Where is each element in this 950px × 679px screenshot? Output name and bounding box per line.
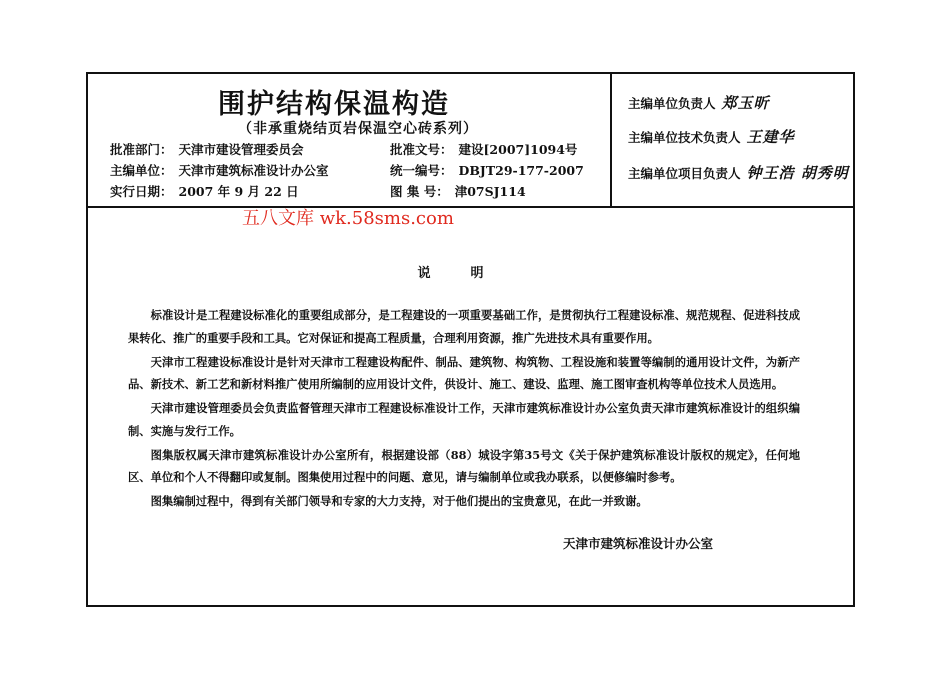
signature-3: 钟王浩 胡秀明 (746, 164, 849, 182)
responsible-row-2 (628, 126, 795, 147)
body-paragraph: 图集编制过程中，得到有关部门领导和专家的大力支持，对于他们提出的宝贵意见，在此一并致谢。 (150, 494, 648, 508)
body-paragraph: 图集版权属天津市建筑标准设计办公室所有，根据建设部（88）城设字第35号文《关于保护建筑标准设计版权的规定》，任何地区、单位和个人不得翻印或复制。图集使用过程中的问题、意见，请与编制单位或我办联系，以便修编时参考。 (128, 447, 800, 484)
section-heading-text: 说明 (417, 266, 524, 281)
atlas-no-row (390, 182, 526, 200)
document-subtitle: （非承重烧结页岩保温空心砖系列） (238, 121, 478, 137)
atlas-no-value: 津07SJ114 (454, 184, 526, 199)
body-paragraph: 标准设计是工程建设标准化的重要组成部分，是工程建设的一项重要基础工作，是贯彻执行工程建设标准、规范规程、促进科技成果转化、推广的重要手段和工具。它对保证和提高工程质量，合理利用资源，推广先进技术具有重要作用。 (128, 308, 800, 345)
chief-unit-value: 天津市建筑标准设计办公室 (178, 163, 329, 178)
approval-dept-value: 天津市建设管理委员会 (178, 142, 304, 157)
approval-no-value: 建设[2007]1094号 (458, 142, 578, 157)
atlas-no-label: 图 集 号： (390, 184, 449, 199)
effective-date-label: 实行日期： (110, 184, 173, 199)
unified-no-label: 统一编号： (390, 163, 453, 178)
approval-no-label: 批准文号： (390, 142, 453, 157)
responsible-label-3: 主编单位项目负责人 (628, 166, 741, 181)
header-divider (88, 206, 853, 208)
body-paragraph: 天津市工程建设标准设计是针对天津市工程建设构配件、制品、建筑物、构筑物、工程设施和装置等编制的通用设计文件，为新产品、新技术、新工艺和新材料推广使用所编制的应用设计文件，供设计、施工、建设、监理、施工图审查机构等单位技术人员选用。 (128, 354, 800, 391)
responsible-label-1: 主编单位负责人 (628, 96, 716, 111)
document-title: 围护结构保温构造 (218, 89, 450, 120)
responsible-row-1 (628, 92, 770, 113)
approval-dept-row (110, 140, 304, 158)
signature-1: 郑玉昕 (721, 94, 770, 112)
approval-dept-label: 批准部门： (110, 142, 173, 157)
section-heading (88, 262, 853, 281)
document-frame (86, 72, 855, 607)
approval-no-row (390, 140, 577, 158)
effective-date-value: 2007 年 9 月 22 日 (178, 184, 299, 199)
watermark-text: 五八文库 wk.58sms.com (242, 208, 454, 229)
unified-no-row (390, 161, 584, 179)
chief-unit-row (110, 161, 329, 179)
unified-no-value: DBJT29-177-2007 (458, 163, 584, 178)
responsible-label-2: 主编单位技术负责人 (628, 130, 741, 145)
effective-date-row (110, 182, 299, 200)
document-body (128, 304, 800, 514)
responsible-row-3 (628, 162, 849, 183)
signature-2: 王建华 (746, 128, 795, 146)
header-vertical-divider (610, 74, 612, 206)
signoff-organization: 天津市建筑标准设计办公室 (563, 536, 714, 551)
body-paragraph: 天津市建设管理委员会负责监督管理天津市工程建设标准设计工作，天津市建筑标准设计办公室负责天津市建筑标准设计的组织编制、实施与发行工作。 (128, 401, 800, 438)
chief-unit-label: 主编单位： (110, 163, 173, 178)
